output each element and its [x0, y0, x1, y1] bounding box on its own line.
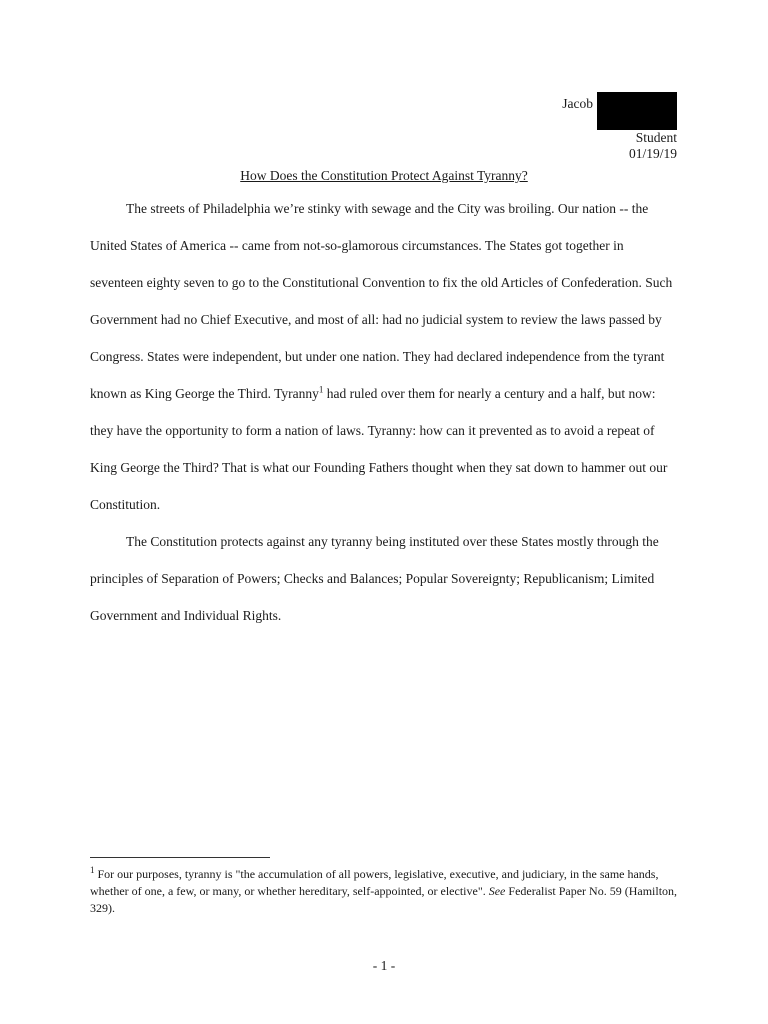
paragraph-text: had ruled over them for nearly a century and a half, but now: they have the opportunity to form a nation of laws. Tyranny: how can it prevented as to avoid a repeat of King George the Third? That is what our Founding Fathers thought when they sat down to hammer out our Constitution.	[90, 386, 668, 512]
paragraph	[90, 190, 680, 523]
footnote-number: 1	[90, 865, 95, 875]
author-first-name: Jacob	[562, 96, 593, 111]
paragraph-text: The streets of Philadelphia we’re stinky with sewage and the City was broiling. Our nation -- the United States of America -- came from not-so-glamorous circumstances. The States got together in seventeen eighty seven to go to the Constitutional Convention to fix the old Articles of Confederation. Such Government had no Chief Executive, and most of all: had no judicial system to review the laws passed by Congress. States were independent, but under one nation. They had declared independence from the tyrant known as King George the Third. Tyranny	[90, 201, 673, 401]
document-date: 01/19/19	[628, 146, 677, 161]
page-number: - 1 -	[372, 958, 396, 973]
footnote-reference: 1	[318, 384, 324, 395]
footnote-text: For our purposes, tyranny is "the accumulation of all powers, legislative, executive, and judiciary, in the same hands, whether of one, a few, or many, or whether hereditary, self-appointed, or elective".	[90, 867, 659, 898]
footnote-divider	[90, 857, 270, 858]
header-block	[477, 92, 677, 162]
redaction-box	[597, 92, 677, 130]
paragraph: The Constitution protects against any tyranny being instituted over these States mostly through the principles of Separation of Powers; Checks and Balances; Popular Sovereignty; Republicanism; Limited Government and Individual Rights.	[90, 534, 659, 623]
document-body	[90, 190, 680, 634]
footnote	[90, 866, 680, 917]
footnote-see: See	[488, 884, 506, 898]
footnote-citation: Federalist Paper No. 59 (Hamilton, 329).	[90, 884, 678, 915]
author-name-row	[477, 92, 677, 130]
document-title: How Does the Constitution Protect Against Tyranny?	[240, 168, 528, 183]
author-role: Student	[635, 130, 677, 145]
